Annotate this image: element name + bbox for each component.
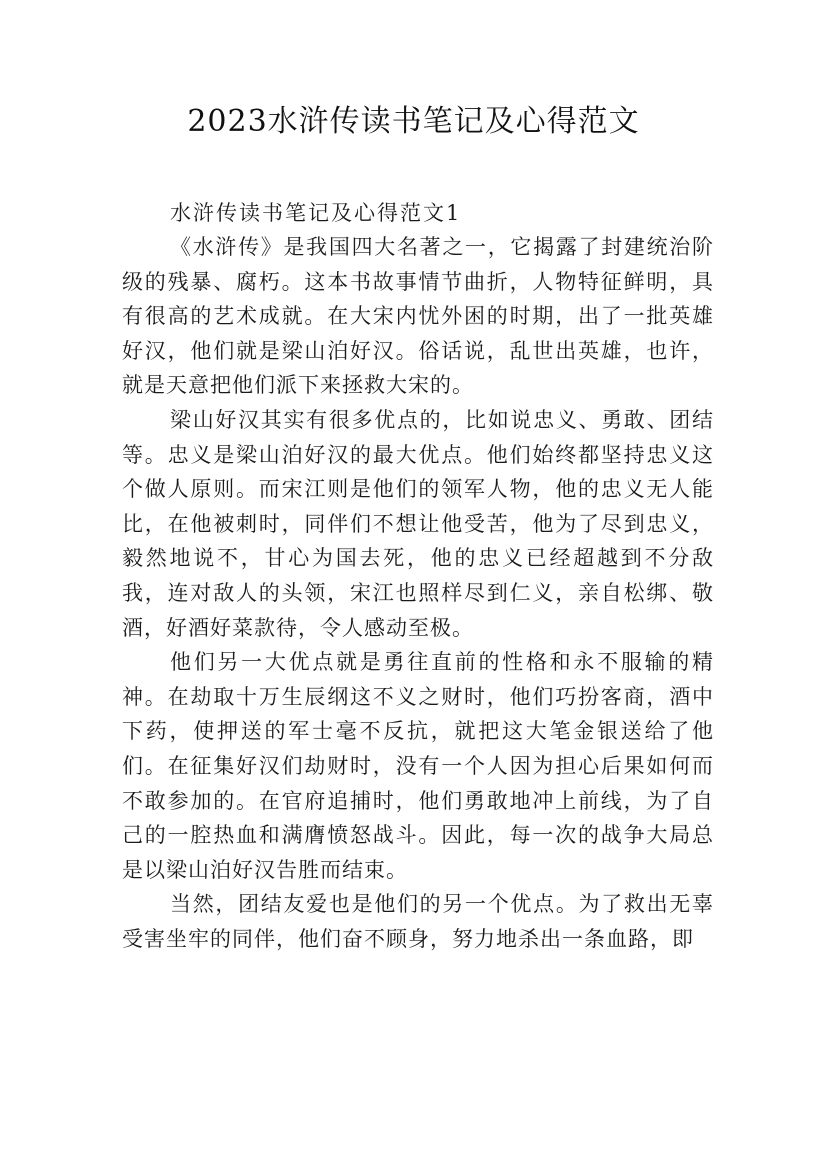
paragraph-intro: 《水浒传》是我国四大名著之一，它揭露了封建统治阶级的残暴、腐朽。这本书故事情节曲折，人物特征鲜明，具有很高的艺术成就。在大宋内忧外困的时期，出了一批英雄好汉，他们就是梁山泊好汉。俗话说，乱世出英雄，也许，就是天意把他们派下来拯救大宋的。 — [122, 235, 714, 398]
paragraph-courage: 他们另一大优点就是勇往直前的性格和永不服输的精神。在劫取十万生辰纲这不义之财时，他们巧扮客商，酒中下药，使押送的军士毫不反抗，就把这大笔金银送给了他们。在征集好汉们劫财时，没有一个人因为担心后果如何而不敢参加的。在官府追捕时，他们勇敢地冲上前线，为了自己的一腔热血和满膺愤怒战斗。因此，每一次的战争大局总是以梁山泊好汉告胜而结束。 — [122, 650, 714, 882]
document-title: 2023水浒传读书笔记及心得范文 — [187, 104, 640, 139]
section-heading: 水浒传读书笔记及心得范文1 — [170, 201, 462, 225]
paragraph-loyalty: 梁山好汉其实有很多优点的，比如说忠义、勇敢、团结等。忠义是梁山泊好汉的最大优点。他们始终都坚持忠义这个做人原则。而宋江则是他们的领军人物，他的忠义无人能比，在他被刺时，同伴们不想让他受苦，他为了尽到忠义，毅然地说不，甘心为国去死，他的忠义已经超越到不分敌我，连对敌人的头领，宋江也照样尽到仁义，亲自松绑、敬酒，好酒好菜款待，令人感动至极。 — [122, 407, 714, 640]
paragraph-unity: 当然，团结友爱也是他们的另一个优点。为了救出无辜受害坐牢的同伴，他们奋不顾身，努力地杀出一条血路，即 — [122, 892, 714, 951]
document-body — [122, 196, 714, 956]
